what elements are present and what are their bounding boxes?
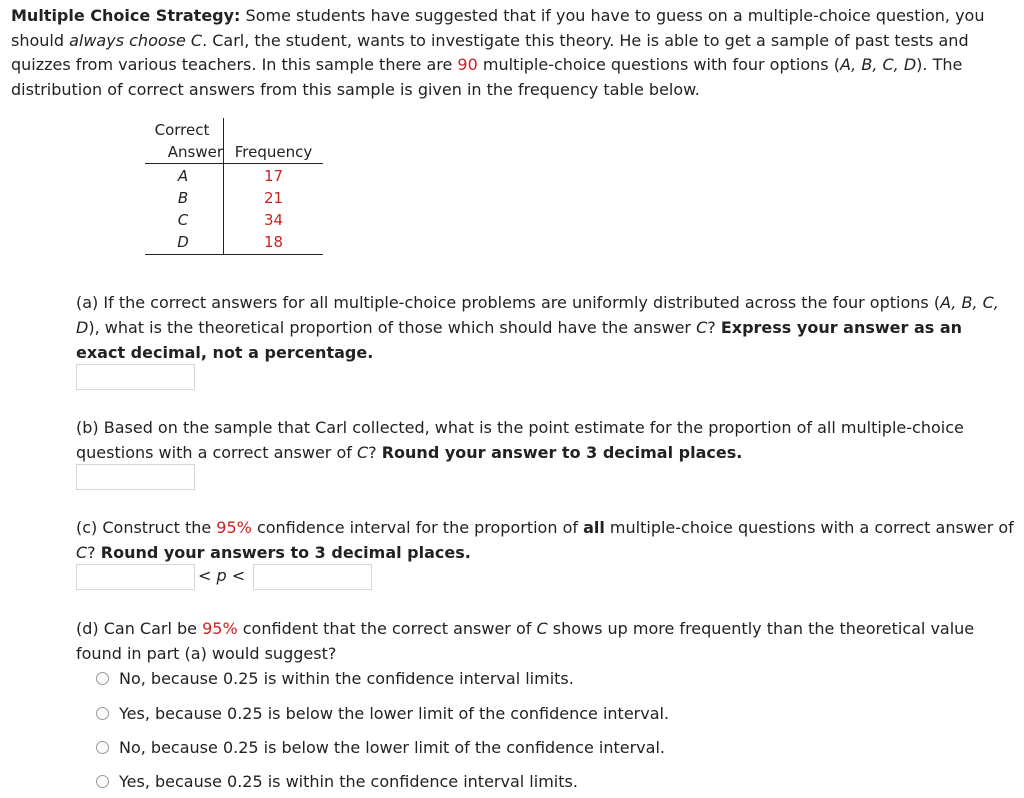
question-a-options: A, B, C, D bbox=[76, 293, 999, 337]
question-d-text-3: shows up more frequently than the theoretical value found in part (a) would suggest? bbox=[76, 619, 975, 663]
question-c-text-1: (c) Construct the bbox=[76, 518, 217, 537]
table-row-answer: D bbox=[177, 233, 189, 251]
question-a-text-1: (a) If the correct answers for all multiple-choice problems are uniformly distributed across the four options ( bbox=[76, 293, 941, 312]
table-divider-bottom bbox=[145, 254, 323, 255]
question-c-c: C bbox=[76, 543, 88, 562]
option-label: No, because 0.25 is within the confidence interval limits. bbox=[119, 668, 574, 688]
question-d-text-1: (d) Can Carl be bbox=[76, 619, 203, 638]
table-row-frequency: 21 bbox=[263, 189, 284, 207]
question-c-text-4: ? bbox=[87, 543, 101, 562]
option-4[interactable] bbox=[96, 770, 578, 792]
question-b bbox=[76, 415, 1016, 465]
inequality-label: < p < bbox=[198, 566, 246, 585]
radio-button[interactable] bbox=[96, 775, 109, 788]
question-b-instruction: Round your answer to 3 decimal places. bbox=[381, 443, 743, 462]
question-c-all: all bbox=[583, 518, 605, 537]
radio-button[interactable] bbox=[96, 672, 109, 685]
question-b-text-1: (b) Based on the sample that Carl collected, what is the point estimate for the proportion of all multiple-choice questions with a correct answer of bbox=[76, 418, 964, 462]
answer-b-input[interactable] bbox=[76, 464, 195, 490]
header-frequency: Frequency bbox=[234, 143, 313, 161]
table-row-frequency: 34 bbox=[263, 211, 284, 229]
table-row-answer: A bbox=[177, 167, 189, 185]
table-row-answer: C bbox=[177, 211, 189, 229]
question-a-c: C bbox=[696, 318, 708, 337]
radio-button[interactable] bbox=[96, 741, 109, 754]
question-a-instruction: Express your answer as an exact decimal, not a percentage. bbox=[76, 318, 963, 362]
option-1[interactable] bbox=[96, 667, 574, 689]
answer-a-input[interactable] bbox=[76, 364, 195, 390]
question-d-confidence: 95% bbox=[202, 619, 238, 638]
question-d-c: C bbox=[536, 619, 548, 638]
question-c bbox=[76, 515, 1016, 565]
table-divider-header bbox=[145, 163, 323, 164]
sample-size: 90 bbox=[457, 55, 478, 75]
question-b-text-2: ? bbox=[368, 443, 382, 462]
upper-bound-input[interactable] bbox=[253, 564, 372, 590]
intro-text-3: multiple-choice questions with four options ( bbox=[477, 55, 840, 75]
question-c-text-3: multiple-choice questions with a correct answer of bbox=[604, 518, 1014, 537]
option-3[interactable] bbox=[96, 736, 665, 758]
header-correct: Correct bbox=[154, 121, 210, 139]
lower-bound-input[interactable] bbox=[76, 564, 195, 590]
question-b-c: C bbox=[356, 443, 369, 462]
intro-text-1: Some students have suggested that if you have to guess on a multiple-choice question, you should bbox=[11, 6, 985, 50]
table-row-frequency: 17 bbox=[263, 167, 284, 185]
option-label: No, because 0.25 is below the lower limit of the confidence interval. bbox=[119, 737, 665, 757]
question-c-confidence: 95% bbox=[216, 518, 252, 537]
option-2[interactable] bbox=[96, 702, 669, 724]
question-a-text-3: ? bbox=[707, 318, 721, 337]
question-d bbox=[76, 616, 1016, 666]
intro-options: A, B, C, D bbox=[839, 55, 917, 75]
problem-intro bbox=[11, 4, 1011, 103]
problem-title: Multiple Choice Strategy: bbox=[11, 6, 241, 25]
intro-text-2: . Carl, the student, wants to investigate this theory. He is able to get a sample of past tests and quizzes from various teachers. In this sample there are bbox=[11, 30, 969, 75]
question-c-text-2: confidence interval for the proportion of bbox=[251, 518, 584, 537]
radio-button[interactable] bbox=[96, 707, 109, 720]
table-row-frequency: 18 bbox=[263, 233, 284, 251]
table-row-answer: B bbox=[177, 189, 189, 207]
question-a bbox=[76, 290, 1016, 365]
intro-text-4: ). The distribution of correct answers from this sample is given in the frequency table below. bbox=[11, 55, 963, 100]
frequency-table bbox=[145, 118, 323, 256]
option-label: Yes, because 0.25 is below the lower limit of the confidence interval. bbox=[119, 703, 670, 723]
question-a-text-2: ), what is the theoretical proportion of those which should have the answer bbox=[88, 318, 697, 337]
intro-emphasis: always choose C bbox=[69, 30, 203, 50]
option-label: Yes, because 0.25 is within the confidence interval limits. bbox=[119, 771, 578, 791]
question-d-text-2: confident that the correct answer of bbox=[237, 619, 537, 638]
question-c-instruction: Round your answers to 3 decimal places. bbox=[100, 543, 471, 562]
header-answer: Answer bbox=[167, 143, 223, 161]
